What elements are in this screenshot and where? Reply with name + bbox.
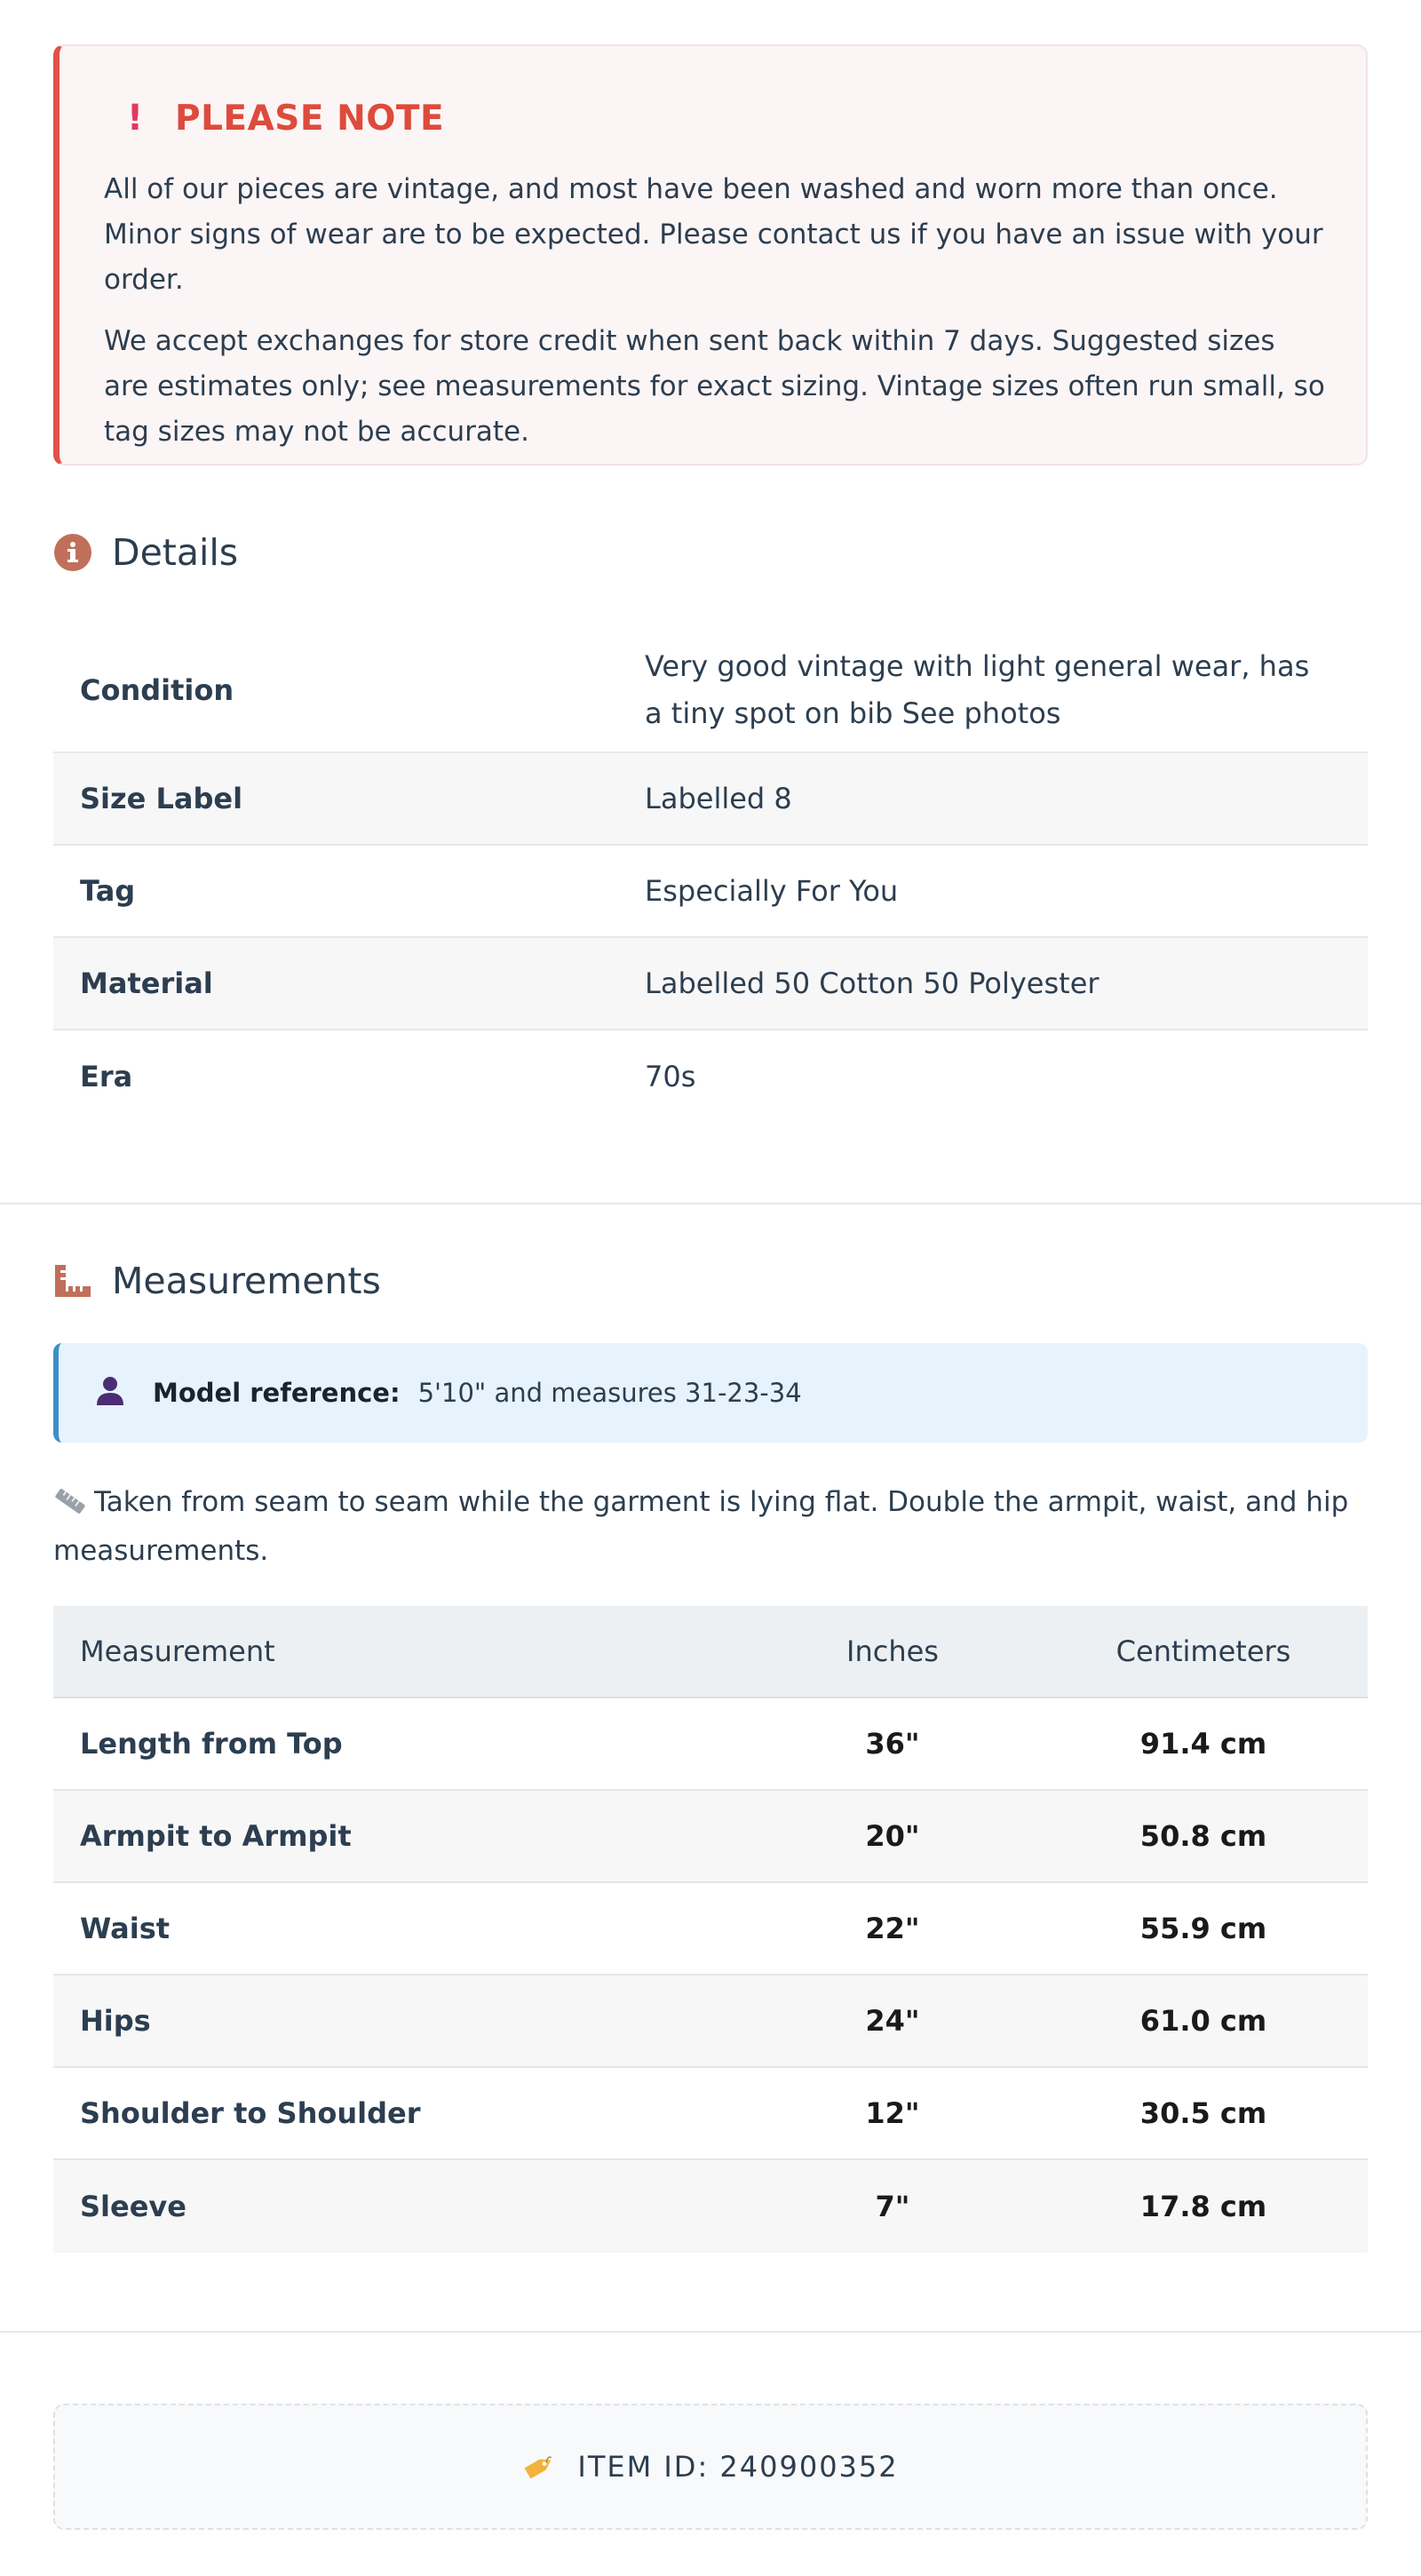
details-title: Details <box>112 531 239 574</box>
item-id-text: ITEM ID: 240900352 <box>577 2450 899 2484</box>
details-label: Era <box>80 1060 133 1093</box>
details-label: Size Label <box>80 782 243 815</box>
measurements-table <box>53 1606 1368 2253</box>
measurement-note <box>53 1480 1368 1574</box>
details-table <box>53 629 1368 1123</box>
measurements-heading <box>53 1254 1368 1308</box>
user-icon <box>94 1374 126 1412</box>
column-header-measurement: Measurement <box>80 1634 275 1668</box>
measurement-inches: 36" <box>865 1727 920 1761</box>
section-divider <box>0 1203 1421 1205</box>
measurement-cm: 55.9 cm <box>1139 1912 1267 1945</box>
measurement-name: Waist <box>80 1912 171 1945</box>
details-row <box>53 753 1368 846</box>
model-reference-box <box>53 1343 1368 1443</box>
measurement-inches: 22" <box>865 1912 920 1945</box>
measurement-note-text: Taken from seam to seam while the garment is lying flat. Double the armpit, waist, and hip measurements. <box>53 1486 1349 1567</box>
exclamation-icon: ! <box>126 98 144 139</box>
details-row <box>53 629 1368 753</box>
details-row <box>53 1030 1368 1123</box>
section-divider <box>0 2331 1421 2333</box>
column-header-centimeters: Centimeters <box>1115 1634 1291 1668</box>
measurement-inches: 7" <box>875 2190 910 2223</box>
measurement-inches: 24" <box>865 2004 920 2038</box>
measurement-cm: 17.8 cm <box>1139 2190 1267 2223</box>
details-value: Labelled 50 Cotton 50 Polyester <box>645 966 1099 1000</box>
measurement-inches: 20" <box>865 1819 920 1853</box>
details-value: Especially For You <box>645 873 899 908</box>
table-header <box>53 1606 1368 1698</box>
details-value: Very good vintage with light general wear, has a tiny spot on bib See photos <box>645 649 1310 730</box>
details-value: 70s <box>645 1059 696 1093</box>
notice-paragraph: We accept exchanges for store credit when sent back within 7 days. Suggested sizes are estimates only; see measurements for exact sizing. Vintage sizes often run small, so tag sizes may not be accurate. <box>104 325 1325 448</box>
column-header-inches: Inches <box>846 1634 939 1668</box>
measurement-cm: 61.0 cm <box>1139 2004 1267 2038</box>
notice-paragraph: All of our pieces are vintage, and most have been washed and worn more than once. Minor signs of wear are to be expected. Please contact us if you have an issue with your order. <box>104 173 1323 296</box>
table-row <box>53 1698 1368 1791</box>
measurement-cm: 91.4 cm <box>1139 1727 1267 1761</box>
please-note-box <box>53 44 1368 465</box>
table-row <box>53 1883 1368 1976</box>
details-row <box>53 846 1368 938</box>
table-row <box>53 1976 1368 2068</box>
measurement-name: Hips <box>80 2004 151 2038</box>
details-label: Condition <box>80 673 234 707</box>
measurement-inches: 12" <box>865 2096 920 2130</box>
ruler-small-icon <box>53 1483 87 1529</box>
measurements-title: Measurements <box>112 1260 381 1302</box>
please-note-header <box>104 96 1325 140</box>
details-label: Material <box>80 966 213 1000</box>
measurement-name: Length from Top <box>80 1727 343 1761</box>
please-note-title: PLEASE NOTE <box>175 98 445 139</box>
details-value: Labelled 8 <box>645 781 792 815</box>
measurement-name: Shoulder to Shoulder <box>80 2096 421 2130</box>
measurement-name: Sleeve <box>80 2190 187 2223</box>
table-row <box>53 2160 1368 2253</box>
details-heading <box>53 526 1368 579</box>
table-row <box>53 2068 1368 2160</box>
info-circle-icon <box>53 533 92 572</box>
measurement-cm: 50.8 cm <box>1139 1819 1267 1853</box>
model-reference-label: Model reference: <box>153 1378 401 1408</box>
details-row <box>53 938 1368 1030</box>
measurement-name: Armpit to Armpit <box>80 1819 352 1853</box>
model-reference-value: 5'10" and measures 31-23-34 <box>417 1378 802 1408</box>
tag-icon <box>522 2452 556 2482</box>
ruler-icon <box>53 1261 92 1300</box>
table-row <box>53 1791 1368 1883</box>
item-id-box <box>53 2404 1368 2530</box>
details-label: Tag <box>80 874 136 908</box>
measurement-cm: 30.5 cm <box>1139 2096 1267 2130</box>
